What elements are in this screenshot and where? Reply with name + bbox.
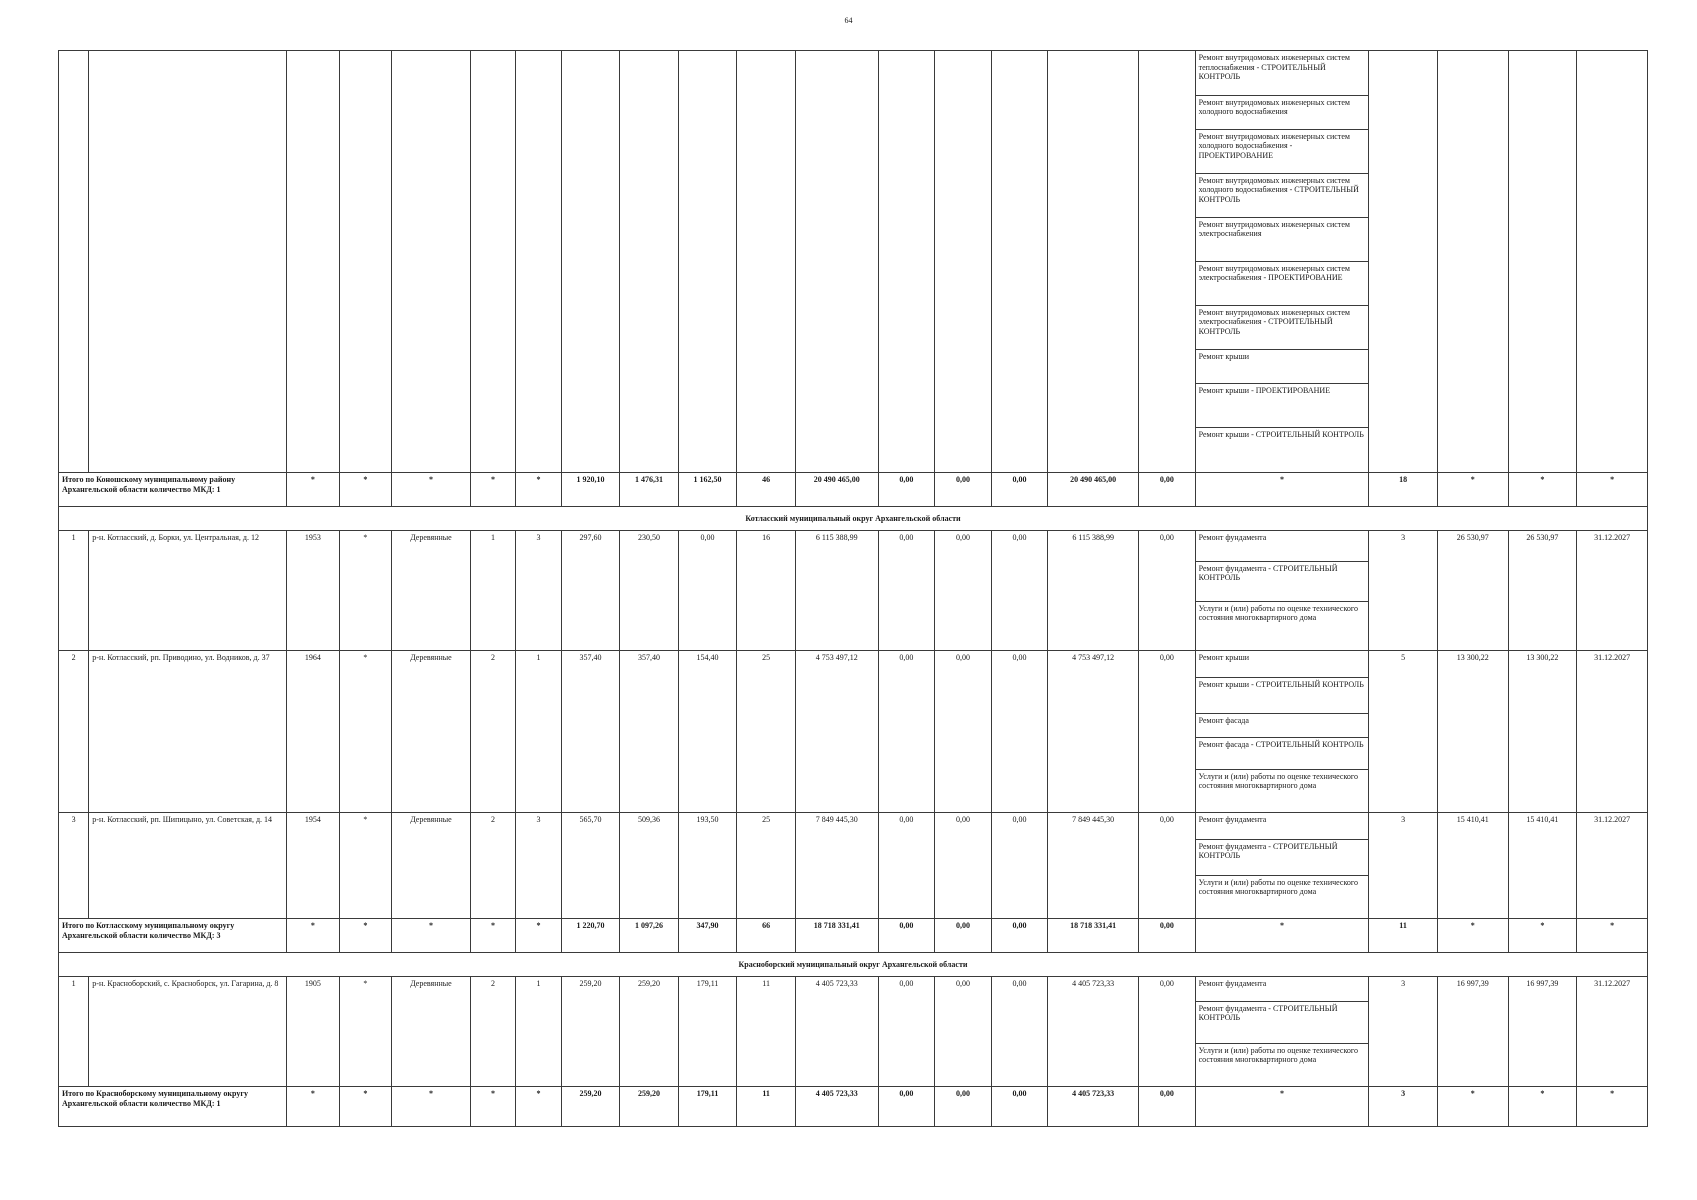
- total-row: [59, 1087, 1648, 1127]
- total-cell: 0,00: [935, 473, 992, 507]
- unit-cost: 15 410,41: [1437, 813, 1508, 919]
- work-item: Услуги и (или) работы по оценке технического состояния многоквартирного дома: [1198, 877, 1359, 897]
- total-row: [59, 473, 1648, 507]
- total-cell: *: [1195, 919, 1369, 953]
- max-unit-cost: 13 300,22: [1508, 651, 1577, 813]
- total-cell: *: [287, 1087, 339, 1127]
- work-item: Ремонт крыши: [1196, 349, 1369, 383]
- total-cell: 0,00: [878, 473, 935, 507]
- area-total: 259,20: [561, 977, 620, 1087]
- fund-cell: 0,00: [991, 531, 1048, 651]
- entrances: 1: [516, 977, 561, 1087]
- fund-cell: 0,00: [1139, 977, 1196, 1087]
- max-unit-cost: 26 530,97: [1508, 531, 1577, 651]
- total-cell: *: [1195, 1087, 1369, 1127]
- total-cell: 0,00: [1139, 919, 1196, 953]
- area-private: 179,11: [678, 977, 737, 1087]
- work-item: Услуги и (или) работы по оценке технического состояния многоквартирного дома: [1198, 1045, 1359, 1065]
- total-cost: 20 490 465,00: [795, 473, 878, 507]
- total-fund: 20 490 465,00: [1048, 473, 1139, 507]
- total-area: 347,90: [678, 919, 737, 953]
- total-area: 1 920,10: [561, 473, 620, 507]
- total-row: [59, 919, 1648, 953]
- deadline: 31.12.2027: [1577, 977, 1648, 1087]
- floors: 2: [470, 813, 515, 919]
- total-cell: 0,00: [1139, 1087, 1196, 1127]
- area-living: 509,36: [620, 813, 679, 919]
- owners-fund: 7 849 445,30: [1048, 813, 1139, 919]
- work-item: Ремонт крыши - ПРОЕКТИРОВАНИЕ: [1196, 383, 1369, 427]
- total-cell: 0,00: [991, 1087, 1048, 1127]
- total-residents: 66: [737, 919, 796, 953]
- work-item: Ремонт фасада - СТРОИТЕЛЬНЫЙ КОНТРОЛЬ: [1196, 737, 1369, 769]
- fund-cell: 0,00: [878, 977, 935, 1087]
- cost: 6 115 388,99: [795, 531, 878, 651]
- floors: 2: [470, 977, 515, 1087]
- works-count: 5: [1369, 651, 1438, 813]
- wall-material: Деревянные: [392, 813, 471, 919]
- wall-material: Деревянные: [392, 977, 471, 1087]
- table-row: [59, 651, 1648, 813]
- work-item: Ремонт крыши - СТРОИТЕЛЬНЫЙ КОНТРОЛЬ: [1198, 429, 1364, 439]
- total-cell: *: [1195, 473, 1369, 507]
- owners-fund: 4 753 497,12: [1048, 651, 1139, 813]
- residents: 25: [737, 813, 796, 919]
- total-cell: *: [392, 919, 471, 953]
- fund-cell: 0,00: [935, 813, 992, 919]
- work-item: Ремонт крыши - СТРОИТЕЛЬНЫЙ КОНТРОЛЬ: [1196, 677, 1369, 713]
- work-item: Ремонт внутридомовых инженерных систем холодного водоснабжения: [1196, 95, 1369, 129]
- table-row: [59, 813, 1648, 919]
- entrances: 1: [516, 651, 561, 813]
- row-number: 1: [59, 977, 89, 1087]
- entrances: 3: [516, 813, 561, 919]
- fund-cell: 0,00: [1139, 651, 1196, 813]
- total-cell: *: [1577, 1087, 1648, 1127]
- area-private: 154,40: [678, 651, 737, 813]
- total-residents: 46: [737, 473, 796, 507]
- total-cell: 0,00: [935, 919, 992, 953]
- total-cell: *: [1577, 919, 1648, 953]
- total-area: 259,20: [620, 1087, 679, 1127]
- total-count: 11: [1369, 919, 1438, 953]
- works-cell: [1195, 813, 1369, 919]
- floors: 2: [470, 651, 515, 813]
- total-label: Итого по Котласскому муниципальному округу Архангельской области количество МКД: 3: [59, 919, 287, 953]
- work-item: Ремонт фундамента: [1196, 977, 1369, 1001]
- build-year: 1953: [287, 531, 339, 651]
- area-private: 0,00: [678, 531, 737, 651]
- address: р-н. Котласский, рп. Шипицыно, ул. Советская, д. 14: [89, 813, 287, 919]
- work-item: Ремонт внутридомовых инженерных систем электроснабжения: [1196, 217, 1369, 261]
- total-cell: *: [516, 1087, 561, 1127]
- fund-cell: 0,00: [991, 651, 1048, 813]
- total-fund: 4 405 723,33: [1048, 1087, 1139, 1127]
- total-label: Итого по Коношскому муниципальному району Архангельской области количество МКД: 1: [59, 473, 287, 507]
- work-item: Ремонт фундамента: [1196, 813, 1369, 839]
- total-cell: 0,00: [878, 919, 935, 953]
- work-item: Ремонт фундамента - СТРОИТЕЛЬНЫЙ КОНТРОЛЬ: [1196, 561, 1369, 601]
- works-count: 3: [1369, 813, 1438, 919]
- build-year: 1954: [287, 813, 339, 919]
- total-cell: *: [1508, 473, 1577, 507]
- fund-cell: 0,00: [1139, 531, 1196, 651]
- total-label: Итого по Красноборскому муниципальному округу Архангельской области количество МКД: 1: [59, 1087, 287, 1127]
- repair-year: *: [339, 813, 391, 919]
- work-item: Ремонт фундамента - СТРОИТЕЛЬНЫЙ КОНТРОЛЬ: [1196, 1001, 1369, 1043]
- work-item: Ремонт крыши: [1196, 651, 1369, 677]
- row-number: 3: [59, 813, 89, 919]
- cost: 4 753 497,12: [795, 651, 878, 813]
- area-living: 357,40: [620, 651, 679, 813]
- area-total: 565,70: [561, 813, 620, 919]
- total-count: 18: [1369, 473, 1438, 507]
- residents: 11: [737, 977, 796, 1087]
- owners-fund: 4 405 723,33: [1048, 977, 1139, 1087]
- total-cell: *: [1437, 1087, 1508, 1127]
- area-living: 259,20: [620, 977, 679, 1087]
- deadline: 31.12.2027: [1577, 813, 1648, 919]
- floors: 1: [470, 531, 515, 651]
- works-cell: [1195, 51, 1369, 473]
- cost: 7 849 445,30: [795, 813, 878, 919]
- fund-cell: 0,00: [1139, 813, 1196, 919]
- unit-cost: 16 997,39: [1437, 977, 1508, 1087]
- deadline: 31.12.2027: [1577, 651, 1648, 813]
- works-cell: [1195, 651, 1369, 813]
- works-cell: [1195, 531, 1369, 651]
- section-header: Котласский муниципальный округ Архангельской области: [59, 507, 1648, 531]
- total-cell: *: [516, 473, 561, 507]
- works-count: 3: [1369, 531, 1438, 651]
- total-count: 3: [1369, 1087, 1438, 1127]
- work-item: Ремонт внутридомовых инженерных систем электроснабжения - СТРОИТЕЛЬНЫЙ КОНТРОЛЬ: [1196, 305, 1369, 349]
- area-total: 357,40: [561, 651, 620, 813]
- wall-material: Деревянные: [392, 531, 471, 651]
- total-cell: *: [287, 473, 339, 507]
- total-area: 1 097,26: [620, 919, 679, 953]
- fund-cell: 0,00: [935, 977, 992, 1087]
- fund-cell: 0,00: [935, 531, 992, 651]
- total-cell: *: [470, 919, 515, 953]
- total-cost: 18 718 331,41: [795, 919, 878, 953]
- area-private: 193,50: [678, 813, 737, 919]
- work-item: Ремонт фасада: [1196, 713, 1369, 737]
- total-cell: *: [516, 919, 561, 953]
- repair-year: *: [339, 651, 391, 813]
- works-cell: [1195, 977, 1369, 1087]
- fund-cell: 0,00: [935, 651, 992, 813]
- table-row: [59, 977, 1648, 1087]
- capital-repair-table: [58, 50, 1648, 1127]
- total-area: 1 162,50: [678, 473, 737, 507]
- page-number: 64: [844, 16, 853, 25]
- row-number: 2: [59, 651, 89, 813]
- work-item: Ремонт внутридомовых инженерных систем электроснабжения - ПРОЕКТИРОВАНИЕ: [1196, 261, 1369, 305]
- deadline: 31.12.2027: [1577, 531, 1648, 651]
- address: р-н. Красноборский, с. Красноборск, ул. Гагарина, д. 8: [89, 977, 287, 1087]
- continued-row: [59, 51, 1648, 473]
- owners-fund: 6 115 388,99: [1048, 531, 1139, 651]
- total-cell: 0,00: [935, 1087, 992, 1127]
- total-residents: 11: [737, 1087, 796, 1127]
- work-item: Ремонт фундамента - СТРОИТЕЛЬНЫЙ КОНТРОЛЬ: [1196, 839, 1369, 875]
- fund-cell: 0,00: [878, 651, 935, 813]
- works-count: 3: [1369, 977, 1438, 1087]
- max-unit-cost: 15 410,41: [1508, 813, 1577, 919]
- residents: 25: [737, 651, 796, 813]
- total-cell: *: [1577, 473, 1648, 507]
- total-cell: 0,00: [991, 919, 1048, 953]
- wall-material: Деревянные: [392, 651, 471, 813]
- max-unit-cost: 16 997,39: [1508, 977, 1577, 1087]
- total-cell: *: [1508, 919, 1577, 953]
- work-item: Ремонт внутридомовых инженерных систем теплоснабжения - СТРОИТЕЛЬНЫЙ КОНТРОЛЬ: [1196, 51, 1369, 95]
- work-item: Ремонт фундамента: [1196, 531, 1369, 561]
- total-cost: 4 405 723,33: [795, 1087, 878, 1127]
- total-cell: *: [1508, 1087, 1577, 1127]
- total-cell: *: [1437, 919, 1508, 953]
- table-row: [59, 531, 1648, 651]
- total-area: 1 220,70: [561, 919, 620, 953]
- total-cell: *: [339, 919, 391, 953]
- row-number: 1: [59, 531, 89, 651]
- address: р-н. Котласский, д. Борки, ул. Центральная, д. 12: [89, 531, 287, 651]
- total-cell: *: [287, 919, 339, 953]
- total-cell: 0,00: [991, 473, 1048, 507]
- total-cell: *: [1437, 473, 1508, 507]
- area-total: 297,60: [561, 531, 620, 651]
- total-area: 1 476,31: [620, 473, 679, 507]
- work-item: Ремонт внутридомовых инженерных систем холодного водоснабжения - ПРОЕКТИРОВАНИЕ: [1196, 129, 1369, 173]
- work-item: Услуги и (или) работы по оценке технического состояния многоквартирного дома: [1198, 771, 1359, 791]
- build-year: 1964: [287, 651, 339, 813]
- total-area: 259,20: [561, 1087, 620, 1127]
- entrances: 3: [516, 531, 561, 651]
- unit-cost: 13 300,22: [1437, 651, 1508, 813]
- total-cell: *: [470, 473, 515, 507]
- address: р-н. Котласский, рп. Приводино, ул. Водников, д. 37: [89, 651, 287, 813]
- fund-cell: 0,00: [991, 977, 1048, 1087]
- total-cell: *: [470, 1087, 515, 1127]
- repair-year: *: [339, 977, 391, 1087]
- total-cell: *: [392, 473, 471, 507]
- unit-cost: 26 530,97: [1437, 531, 1508, 651]
- total-cell: *: [392, 1087, 471, 1127]
- work-item: Ремонт внутридомовых инженерных систем холодного водоснабжения - СТРОИТЕЛЬНЫЙ КОНТРОЛЬ: [1196, 173, 1369, 217]
- fund-cell: 0,00: [878, 813, 935, 919]
- cost: 4 405 723,33: [795, 977, 878, 1087]
- fund-cell: 0,00: [991, 813, 1048, 919]
- residents: 16: [737, 531, 796, 651]
- total-cell: 0,00: [1139, 473, 1196, 507]
- total-cell: 0,00: [878, 1087, 935, 1127]
- area-living: 230,50: [620, 531, 679, 651]
- total-area: 179,11: [678, 1087, 737, 1127]
- build-year: 1905: [287, 977, 339, 1087]
- fund-cell: 0,00: [878, 531, 935, 651]
- total-fund: 18 718 331,41: [1048, 919, 1139, 953]
- total-cell: *: [339, 1087, 391, 1127]
- section-header: Красноборский муниципальный округ Архангельской области: [59, 953, 1648, 977]
- total-cell: *: [339, 473, 391, 507]
- repair-year: *: [339, 531, 391, 651]
- work-item: Услуги и (или) работы по оценке технического состояния многоквартирного дома: [1198, 603, 1359, 623]
